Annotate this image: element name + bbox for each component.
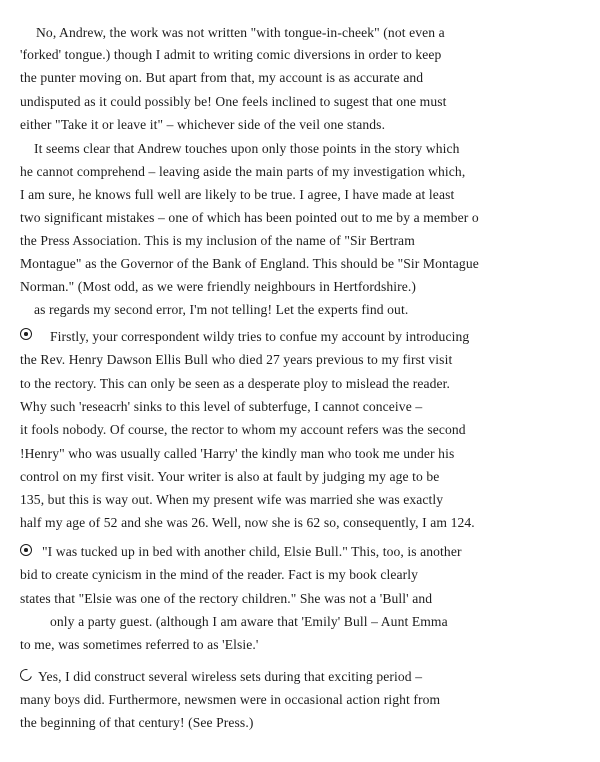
text-line: control on my first visit. Your writer is also at fault by judging my age to be: [20, 469, 440, 484]
text-line: No, Andrew, the work was not written "with tongue-in-cheek" (not even a: [36, 25, 445, 40]
text-line: !Henry" who was usually called 'Harry' the kindly man who took me under his: [20, 446, 455, 461]
text-line: It seems clear that Andrew touches upon only those points in the story which: [34, 141, 460, 156]
text-line: the Rev. Henry Dawson Ellis Bull who died 27 years previous to my first visit: [20, 352, 453, 367]
text-line: Why such 'reseacrh' sinks to this level of subterfuge, I cannot conceive –: [20, 399, 423, 414]
text-line: only a party guest. (although I am aware that 'Emily' Bull – Aunt Emma: [50, 614, 448, 629]
text-line: 135, but this is way out. When my present wife was married she was exactly: [20, 492, 444, 507]
text-line: Norman." (Most odd, as we were friendly neighbours in Hertfordshire.): [20, 279, 416, 294]
text-line: it fools nobody. Of course, the rector to whom my account refers was the second: [20, 422, 466, 437]
text-line: half my age of 52 and she was 26. Well, now she is 62 so, consequently, I am 124.: [20, 515, 475, 530]
text-line: to me, was sometimes referred to as 'Elsie.': [20, 637, 259, 652]
text-line: either "Take it or leave it" – whichever side of the veil one stands.: [20, 117, 386, 132]
text-line: many boys did. Furthermore, newsmen were in occasional action right from: [20, 692, 441, 707]
text-line: "I was tucked up in bed with another child, Elsie Bull." This, too, is another: [42, 544, 462, 559]
margin-open-circle-mark-icon: [18, 667, 34, 683]
text-line: the beginning of that century! (See Press.): [20, 715, 254, 730]
text-line: undisputed as it could possibly be! One feels inclined to sugest that one must: [20, 94, 447, 109]
text-line: bid to create cynicism in the mind of the reader. Fact is my book clearly: [20, 567, 418, 582]
text-line: two significant mistakes – one of which has been pointed out to me by a member o: [20, 210, 479, 225]
text-line: Firstly, your correspondent wildy tries to confue my account by introducing: [50, 329, 470, 344]
text-line: the punter moving on. But apart from that, my account is as accurate and: [20, 70, 424, 85]
margin-circle-mark-icon: [20, 544, 32, 556]
text-line: Yes, I did construct several wireless sets during that exciting period –: [38, 669, 423, 684]
text-line: Montague" as the Governor of the Bank of England. This should be "Sir Montague: [20, 256, 479, 271]
text-line: to the rectory. This can only be seen as a desperate ploy to mislead the reader.: [20, 376, 451, 391]
margin-circle-mark-icon: [20, 328, 32, 340]
text-line: as regards my second error, I'm not telling! Let the experts find out.: [34, 302, 409, 317]
text-line: he cannot comprehend – leaving aside the main parts of my investigation which,: [20, 164, 466, 179]
text-line: 'forked' tongue.) though I admit to writing comic diversions in order to keep: [20, 47, 442, 62]
text-line: I am sure, he knows full well are likely to be true. I agree, I have made at least: [20, 187, 455, 202]
text-line: states that "Elsie was one of the rectory children." She was not a 'Bull' and: [20, 591, 433, 606]
text-line: the Press Association. This is my inclusion of the name of "Sir Bertram: [20, 233, 415, 248]
